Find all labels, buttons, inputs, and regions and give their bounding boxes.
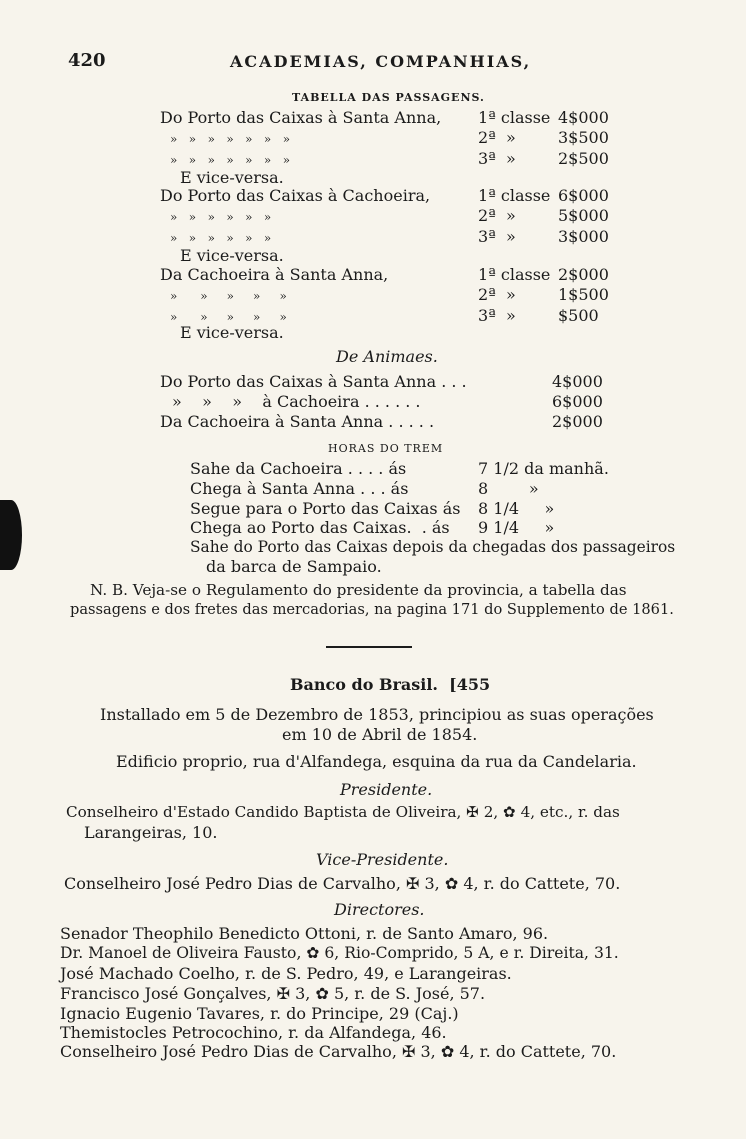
section-title-horas: HORAS DO TREM: [328, 442, 444, 455]
route-price: 3$500: [558, 128, 609, 147]
director-entry: José Machado Coelho, r. de S. Pedro, 49, e Larangeiras.: [60, 964, 512, 983]
banco-title: Banco do Brasil. [455: [290, 675, 491, 694]
route-price: 1$500: [558, 285, 609, 304]
route-class: 3ª »: [478, 149, 516, 168]
route-class: 1ª classe: [478, 108, 551, 127]
vice-presidente-entry: Conselheiro José Pedro Dias de Carvalho, ✠ 3, ✿ 4, r. do Cattete, 70.: [64, 874, 621, 893]
route-label-porto-santa-anna: Do Porto das Caixas à Santa Anna,: [160, 108, 442, 127]
banco-installed: Installado em 5 de Dezembro de 1853, principiou as suas operações: [100, 705, 654, 724]
directores-heading: Directores.: [334, 900, 425, 919]
ditto-marks: » » » » »: [170, 289, 287, 303]
animal-price: 6$000: [552, 392, 603, 411]
route-label-cachoeira-santa-anna: Da Cachoeira à Santa Anna,: [160, 265, 389, 284]
schedule-time: 8 1/4 »: [478, 499, 555, 518]
schedule-note: Sahe do Porto das Caixas depois da chegadas dos passageiros: [190, 538, 676, 556]
director-entry: Themistocles Petrocochino, r. da Alfandega, 46.: [60, 1023, 447, 1042]
director-entry: Senador Theophilo Benedicto Ottoni, r. de Santo Amaro, 96.: [60, 924, 549, 943]
schedule-label: Chega à Santa Anna . . . ás: [190, 479, 409, 498]
route-class: 3ª »: [478, 227, 516, 246]
route-class: 1ª classe: [478, 186, 551, 205]
route-price: 4$000: [558, 108, 609, 127]
ditto-marks: » » » » »: [170, 310, 287, 324]
vice-presidente-heading: Vice-Presidente.: [316, 850, 449, 869]
ditto-marks: » » » » » » »: [170, 132, 291, 146]
scan-ink-blot: [0, 500, 22, 570]
animal-price: 2$000: [552, 412, 603, 431]
schedule-note: da barca de Sampaio.: [206, 557, 382, 576]
presidente-entry: Larangeiras, 10.: [84, 823, 218, 842]
route-class: 2ª »: [478, 206, 516, 225]
route-class: 2ª »: [478, 285, 516, 304]
route-price: 2$000: [558, 265, 609, 284]
page-number: 420: [68, 50, 106, 71]
route-price: $500: [558, 306, 599, 325]
animal-route: » » » à Cachoeira . . . . . .: [172, 392, 421, 411]
animal-route: Da Cachoeira à Santa Anna . . . . .: [160, 412, 435, 431]
route-price: 3$000: [558, 227, 609, 246]
section-title-animaes: De Animaes.: [336, 347, 438, 366]
director-entry: Dr. Manoel de Oliveira Fausto, ✿ 6, Rio-Comprido, 5 A, e r. Direita, 31.: [60, 944, 619, 962]
banco-installed: em 10 de Abril de 1854.: [282, 725, 478, 744]
vice-versa: E vice-versa.: [180, 168, 284, 187]
vice-versa: E vice-versa.: [180, 323, 284, 342]
route-price: 5$000: [558, 206, 609, 225]
banco-edificio: Edificio proprio, rua d'Alfandega, esquina da rua da Candelaria.: [116, 752, 637, 771]
route-class: 1ª classe: [478, 265, 551, 284]
director-entry: Conselheiro José Pedro Dias de Carvalho, ✠ 3, ✿ 4, r. do Cattete, 70.: [60, 1042, 617, 1061]
presidente-heading: Presidente.: [340, 780, 433, 799]
route-price: 6$000: [558, 186, 609, 205]
vice-versa: E vice-versa.: [180, 246, 284, 265]
schedule-time: 9 1/4 »: [478, 518, 555, 537]
ditto-marks: » » » » » » »: [170, 153, 291, 167]
schedule-label: Chega ao Porto das Caixas. . ás: [190, 518, 450, 537]
schedule-label: Segue para o Porto das Caixas ás: [190, 499, 461, 518]
director-entry: Ignacio Eugenio Tavares, r. do Principe, 29 (Caj.): [60, 1004, 459, 1023]
animal-route: Do Porto das Caixas à Santa Anna . . .: [160, 372, 467, 391]
route-price: 2$500: [558, 149, 609, 168]
ditto-marks: » » » » » »: [170, 231, 272, 245]
section-divider: [326, 646, 412, 648]
ditto-marks: » » » » » »: [170, 210, 272, 224]
schedule-time: 7 1/2 da manhã.: [478, 459, 609, 478]
table-title: TABELLA DAS PASSAGENS.: [292, 91, 485, 104]
route-class: 2ª »: [478, 128, 516, 147]
route-label-porto-cachoeira: Do Porto das Caixas à Cachoeira,: [160, 186, 431, 205]
presidente-entry: Conselheiro d'Estado Candido Baptista de Oliveira, ✠ 2, ✿ 4, etc., r. das: [66, 803, 620, 821]
schedule-time: 8 »: [478, 479, 539, 498]
nb-note: N. B. Veja-se o Regulamento do presidente da provincia, a tabella das: [90, 581, 627, 599]
page-title: ACADEMIAS, COMPANHIAS,: [230, 52, 532, 71]
animal-price: 4$000: [552, 372, 603, 391]
nb-note: passagens e dos fretes das mercadorias, na pagina 171 do Supplemento de 1861.: [70, 601, 674, 618]
route-class: 3ª »: [478, 306, 516, 325]
schedule-label: Sahe da Cachoeira . . . . ás: [190, 459, 407, 478]
director-entry: Francisco José Gonçalves, ✠ 3, ✿ 5, r. de S. José, 57.: [60, 984, 486, 1003]
